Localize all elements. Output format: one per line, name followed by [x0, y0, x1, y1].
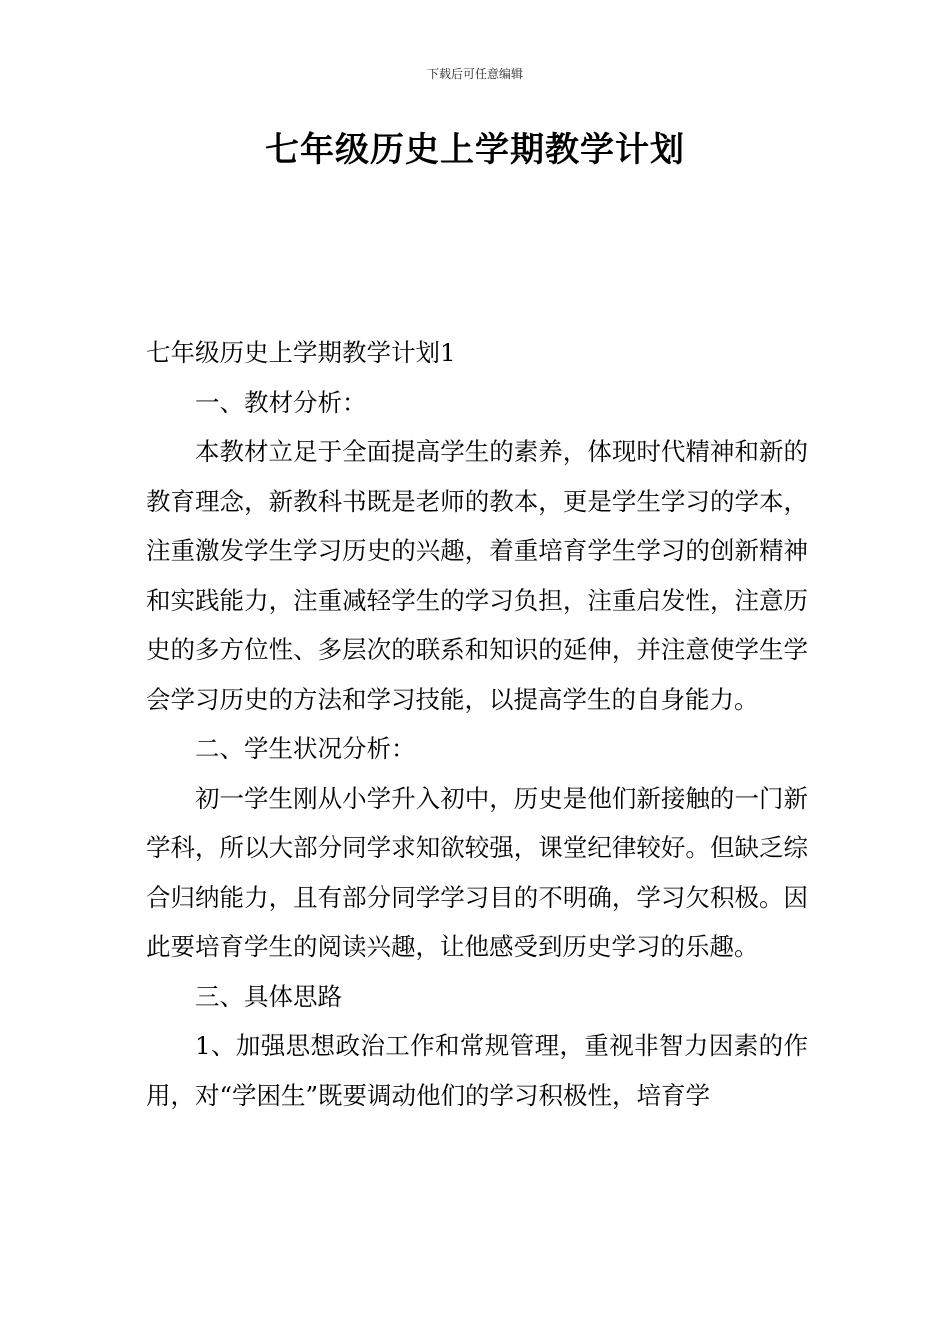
paragraph-specific-ideas-1: 1、加强思想政治工作和常规管理，重视非智力因素的作用，对“学困生”既要调动他们的学习积极性，培育学 — [146, 1031, 808, 1110]
heading-student-analysis: 二、学生状况分析： — [195, 734, 416, 763]
heading-textbook-analysis: 一、教材分析： — [195, 387, 367, 417]
heading-specific-ideas: 三、具体思路 — [195, 981, 342, 1011]
document-body — [146, 328, 808, 1120]
document-title: 七年级历史上学期教学计划 — [265, 130, 685, 170]
paragraph-textbook-analysis: 本教材立足于全面提高学生的素养，体现时代精神和新的教育理念，新教科书既是老师的教本，更是学生学习的学本，注重激发学生学习历史的兴趣，着重培育学生学习的创新精神和实践能力，注重减轻学生的学习负担，注重启发性，注意历史的多方位性、多层次的联系和知识的延伸，并注意使学生学会学习历史的方法和学习技能，以提高学生的自身能力。 — [146, 437, 808, 714]
paragraph-student-analysis: 初一学生刚从小学升入初中，历史是他们新接触的一门新学科，所以大部分同学求知欲较强，课堂纪律较好。但缺乏综合归纳能力，且有部分同学学习目的不明确，学习欠积极。因此要培育学生的阅读兴趣，让他感受到历史学习的乐趣。 — [146, 783, 808, 961]
header-note: 下载后可任意编辑 — [426, 67, 523, 81]
section-subtitle: 七年级历史上学期教学计划1 — [146, 338, 456, 367]
